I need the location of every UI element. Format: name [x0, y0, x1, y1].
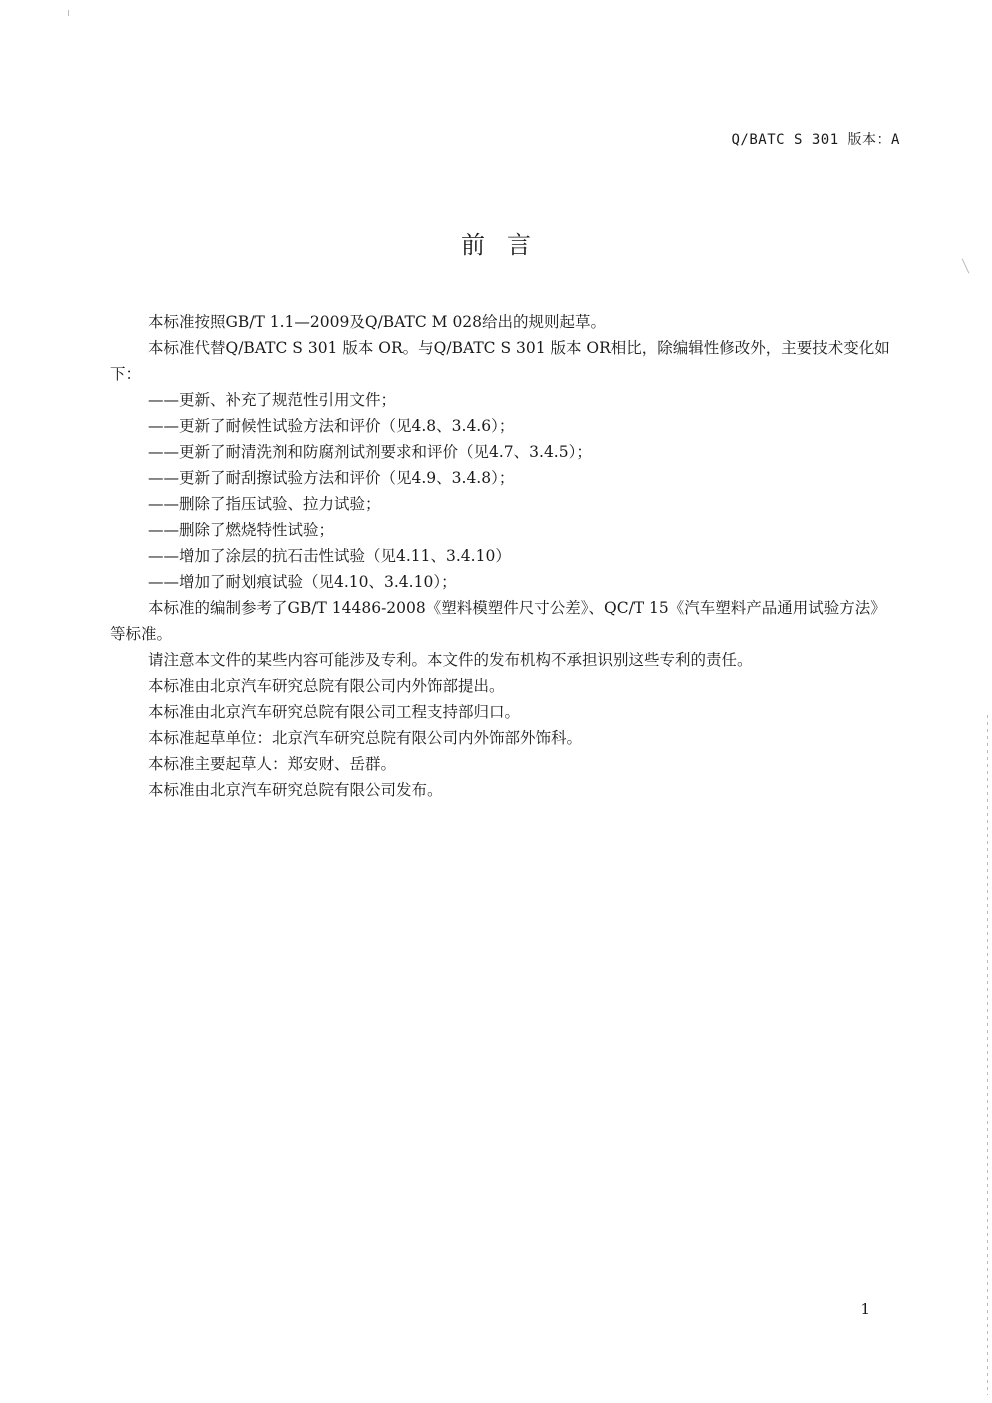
paragraph: 本标准主要起草人：郑安财、岳群。	[148, 755, 397, 773]
page-title: 前言	[461, 231, 553, 259]
change-item: ——更新、补充了规范性引用文件；	[148, 391, 397, 409]
scan-artifact	[68, 10, 69, 16]
paragraph: 本标准的编制参考了GB/T 14486-2008《塑料模塑件尺寸公差》、QC/T 15《汽车塑料产品通用试验方法》等标准。	[110, 599, 886, 643]
change-item: ——增加了耐划痕试验（见4.10、3.4.10）；	[148, 573, 457, 591]
page-number: 1	[860, 1300, 870, 1318]
paragraph: 本标准由北京汽车研究总院有限公司内外饰部提出。	[148, 677, 505, 695]
foreword-body	[110, 309, 898, 803]
paragraph: 本标准按照GB/T 1.1—2009及Q/BATC M 028给出的规则起草。	[148, 313, 607, 331]
change-item: ——更新了耐清洗剂和防腐剂试剂要求和评价（见4.7、3.4.5）；	[148, 443, 592, 461]
change-item: ——删除了燃烧特性试验；	[148, 521, 335, 539]
paragraph: 本标准由北京汽车研究总院有限公司发布。	[148, 781, 443, 799]
paragraph: 本标准起草单位：北京汽车研究总院有限公司内外饰部外饰科。	[148, 729, 583, 747]
change-item: ——更新了耐刮擦试验方法和评价（见4.9、3.4.8）；	[148, 469, 515, 487]
scan-artifact	[962, 259, 970, 274]
paragraph: 本标准由北京汽车研究总院有限公司工程支持部归口。	[148, 703, 521, 721]
standard-code-header: Q/BATC S 301 版本：A	[731, 132, 900, 148]
paragraph: 本标准代替Q/BATC S 301 版本 OR。与Q/BATC S 301 版本 OR相比，除编辑性修改外，主要技术变化如下：	[110, 339, 890, 383]
scan-artifact	[987, 715, 988, 1395]
paragraph: 请注意本文件的某些内容可能涉及专利。本文件的发布机构不承担识别这些专利的责任。	[148, 651, 753, 669]
change-item: ——删除了指压试验、拉力试验；	[148, 495, 381, 513]
change-item: ——更新了耐候性试验方法和评价（见4.8、3.4.6）；	[148, 417, 515, 435]
change-item: ——增加了涂层的抗石击性试验（见4.11、3.4.10）	[148, 547, 511, 565]
